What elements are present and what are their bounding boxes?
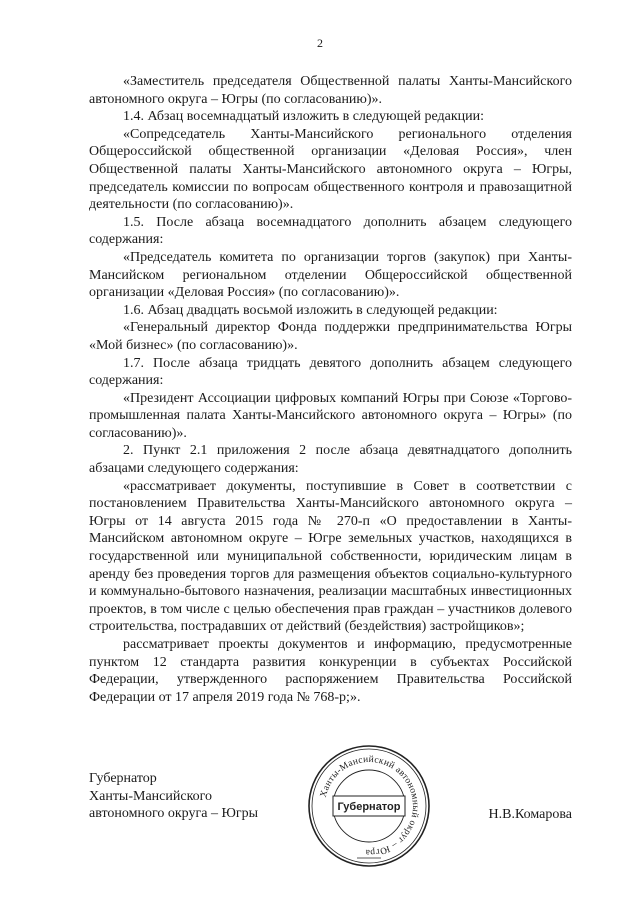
signatory-title-line: автономного округа – Югры <box>89 806 258 822</box>
paragraph: 1.5. После абзаца восемнадцатого дополнить абзацем следующего содержания: <box>89 214 572 248</box>
seal-ring-text: Ханты-Мансийский автономный округ – Югра <box>318 754 421 858</box>
signatory-title-line: Губернатор <box>89 771 157 786</box>
paragraph: «Президент Ассоциации цифровых компаний Югры при Союзе «Торгово-промышленная палата Ханты-Мансийского автономного округа – Югры» (по согласованию)». <box>89 390 572 441</box>
paragraph: «Сопредседатель Ханты-Мансийского регионального отделения Общероссийской общественной организации «Деловая Россия», член Общественной палаты Ханты-Мансийского автономного округа – Югры, председатель комиссии по вопросам общественного контроля и правозащитной деятельности (по согласованию)». <box>89 126 572 213</box>
paragraph: 1.7. После абзаца тридцать девятого дополнить абзацем следующего содержания: <box>89 355 572 389</box>
paragraph: рассматривает проекты документов и информацию, предусмотренные пунктом 12 стандарта развития конкуренции в субъектах Российской Федерации, утвержденного распоряжением Правительства Российской Федерации от 17 апреля 2019 года № 768-р;». <box>89 637 572 705</box>
paragraph: 2. Пункт 2.1 приложения 2 после абзаца девятнадцатого дополнить абзацами следующего содержания: <box>89 443 572 477</box>
signatory-name: Н.В.Комарова <box>488 807 572 822</box>
seal-center-text: Губернатор <box>337 801 401 813</box>
signatory-title-line: Ханты-Мансийского <box>89 788 213 804</box>
paragraph: 1.4. Абзац восемнадцатый изложить в следующей редакции: <box>123 109 485 125</box>
document-body <box>89 73 572 706</box>
paragraph: 1.6. Абзац двадцать восьмой изложить в следующей редакции: <box>123 302 498 318</box>
official-seal <box>305 742 433 870</box>
page-number: 2 <box>317 36 323 50</box>
paragraph: «Заместитель председателя Общественной палаты Ханты-Мансийского автономного округа – Югры (по согласованию)». <box>89 74 572 107</box>
paragraph: «рассматривает документы, поступившие в Совет в соответствии с постановлением Правительства Ханты-Мансийского автономного округа – Югры от 14 августа 2015 года № 270-п «О предоставлении в Ханты-Мансийском автономном округе – Югре земельных участков, находящихся в государственной или муниципальной собственности, юридическим лицам в аренду без проведения торгов для размещения объектов социально-культурного и коммунально-бытового назначения, реализации масштабных инвестиционных проектов, в том числе с целью обеспечения прав граждан – участников долевого строительства, пострадавших от действий (бездействия) застройщиков»; <box>89 478 572 635</box>
paragraph: «Председатель комитета по организации торгов (закупок) при Ханты-Мансийском региональном отделении Общероссийской общественной организации «Деловая Россия» (по согласованию)». <box>89 249 572 301</box>
signatory-title <box>89 770 258 823</box>
paragraph: «Генеральный директор Фонда поддержки предпринимательства Югры «Мой бизнес» (по согласованию)». <box>89 320 572 353</box>
